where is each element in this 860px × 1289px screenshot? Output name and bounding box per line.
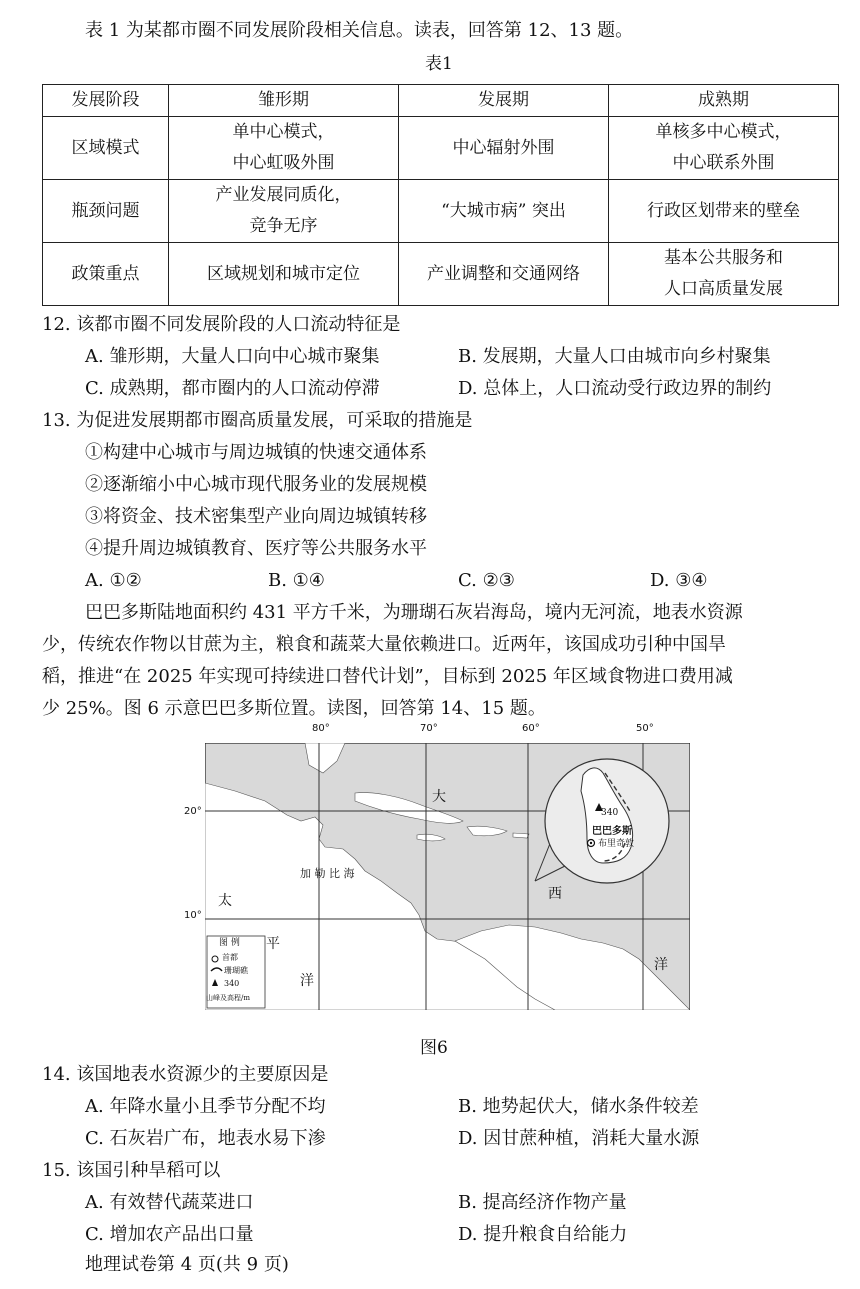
table-cell bbox=[169, 180, 399, 243]
q15-option-c: C. 增加农产品出口量 bbox=[85, 1224, 254, 1245]
map-label-pacific-1: 太 bbox=[218, 893, 232, 909]
table-cell bbox=[399, 117, 609, 180]
question-15-stem: 15. 该国引种旱稻可以 bbox=[42, 1160, 221, 1181]
longitude-label: 60° bbox=[522, 723, 540, 734]
cell-line: 竞争无序 bbox=[249, 216, 318, 236]
cell-line: 中心联系外围 bbox=[672, 153, 775, 173]
cell-line: 人口高质量发展 bbox=[664, 279, 783, 299]
q14-option-a: A. 年降水量小且季节分配不均 bbox=[85, 1096, 326, 1117]
table-intro: 表 1 为某都市圈不同发展阶段相关信息。读表，回答第 12、13 题。 bbox=[85, 20, 634, 41]
table-row bbox=[43, 117, 839, 180]
q13-option-a: A. ①② bbox=[85, 570, 142, 591]
cell-line: 中心辐射外围 bbox=[452, 137, 555, 158]
cell-line: 单核多中心模式， bbox=[655, 122, 792, 142]
peak-elevation-label: 340 bbox=[601, 808, 619, 818]
table-cell bbox=[399, 243, 609, 306]
table-row bbox=[43, 180, 839, 243]
q13-option-d: D. ③④ bbox=[650, 570, 708, 591]
map-figure-6 bbox=[205, 743, 690, 1010]
table-1 bbox=[42, 84, 839, 306]
legend-peak: 340 bbox=[224, 979, 240, 988]
map-label-caribbean: 加 勒 比 海 bbox=[300, 867, 355, 880]
q15-option-a: A. 有效替代蔬菜进口 bbox=[85, 1192, 254, 1213]
latitude-label: 10° bbox=[184, 910, 202, 921]
map-label-atlantic-2: 西 bbox=[548, 886, 562, 902]
q13-item-3: ③将资金、技术密集型产业向周边城镇转移 bbox=[85, 506, 427, 527]
q12-option-b: B. 发展期，大量人口由城市向乡村聚集 bbox=[458, 346, 771, 367]
table-row bbox=[43, 243, 839, 306]
table-cell bbox=[609, 243, 839, 306]
passage-line: 稻，推进“在 2025 年实现可持续进口替代计划”，目标到 2025 年区域食物进口费用减 bbox=[42, 666, 733, 687]
longitude-label: 50° bbox=[636, 723, 654, 734]
cell-line: 行政区划带来的壁垒 bbox=[647, 200, 800, 221]
longitude-label: 70° bbox=[420, 723, 438, 734]
cell-line: 基本公共服务和 bbox=[664, 248, 783, 268]
q13-item-4: ④提升周边城镇教育、医疗等公共服务水平 bbox=[85, 538, 427, 559]
q12-option-a: A. 雏形期，大量人口向中心城市聚集 bbox=[85, 346, 380, 367]
q14-option-b: B. 地势起伏大，储水条件较差 bbox=[458, 1096, 699, 1117]
row-label: 区域模式 bbox=[43, 117, 169, 180]
latitude-label: 20° bbox=[184, 806, 202, 817]
passage-line: 少，传统农作物以甘蔗为主，粮食和蔬菜大量依赖进口。近两年，该国成功引种中国旱 bbox=[42, 634, 726, 655]
header-cell: 成熟期 bbox=[609, 85, 839, 117]
table-cell bbox=[169, 243, 399, 306]
map-label-atlantic-1: 大 bbox=[432, 789, 446, 805]
question-13-stem: 13. 为促进发展期都市圈高质量发展，可采取的措施是 bbox=[42, 410, 473, 431]
cell-line: 单中心模式， bbox=[232, 122, 335, 142]
q13-option-c: C. ②③ bbox=[458, 570, 515, 591]
q13-option-b: B. ①④ bbox=[268, 570, 325, 591]
passage-line: 少 25%。图 6 示意巴巴多斯位置。读图，回答第 14、15 题。 bbox=[42, 698, 546, 719]
q12-option-c: C. 成熟期，都市圈内的人口流动停滞 bbox=[85, 378, 380, 399]
cell-line: 产业发展同质化， bbox=[215, 185, 352, 205]
header-cell: 发展期 bbox=[399, 85, 609, 117]
header-cell: 雏形期 bbox=[169, 85, 399, 117]
table-header-row bbox=[43, 85, 839, 117]
header-cell: 发展阶段 bbox=[43, 85, 169, 117]
map-label-pacific-2: 平 bbox=[266, 936, 280, 952]
table-caption: 表1 bbox=[425, 54, 453, 74]
question-14-stem: 14. 该国地表水资源少的主要原因是 bbox=[42, 1064, 329, 1085]
question-12-stem: 12. 该都市圈不同发展阶段的人口流动特征是 bbox=[42, 314, 401, 335]
puerto-rico-island bbox=[513, 833, 529, 838]
q15-option-d: D. 提升粮食自给能力 bbox=[458, 1224, 628, 1245]
passage-line: 巴巴多斯陆地面积约 431 平方千米，为珊瑚石灰岩海岛，境内无河流，地表水资源 bbox=[85, 602, 743, 623]
capital-name-label: 布里奇敦 bbox=[598, 839, 635, 849]
table-cell bbox=[609, 117, 839, 180]
cell-line: 区域规划和城市定位 bbox=[207, 263, 360, 284]
q13-item-1: ①构建中心城市与周边城镇的快速交通体系 bbox=[85, 442, 427, 463]
cell-line: “大城市病” 突出 bbox=[441, 200, 566, 221]
q14-option-d: D. 因甘蔗种植，消耗大量水源 bbox=[458, 1128, 700, 1149]
figure-caption: 图6 bbox=[420, 1038, 448, 1058]
legend-capital: 首都 bbox=[222, 953, 238, 962]
legend-peak-caption: 山峰及高程/m bbox=[206, 994, 250, 1002]
table-cell bbox=[609, 180, 839, 243]
page-footer: 地理试卷第 4 页(共 9 页) bbox=[85, 1254, 289, 1275]
table-cell bbox=[169, 117, 399, 180]
legend-title: 图 例 bbox=[219, 938, 240, 948]
cell-line: 中心虹吸外围 bbox=[232, 153, 335, 173]
q12-option-d: D. 总体上，人口流动受行政边界的制约 bbox=[458, 378, 772, 399]
legend-reef: 珊瑚礁 bbox=[224, 966, 248, 975]
cell-line: 产业调整和交通网络 bbox=[427, 263, 580, 284]
row-label: 瓶颈问题 bbox=[43, 180, 169, 243]
q14-option-c: C. 石灰岩广布，地表水易下渗 bbox=[85, 1128, 326, 1149]
table-cell bbox=[399, 180, 609, 243]
q15-option-b: B. 提高经济作物产量 bbox=[458, 1192, 627, 1213]
row-label: 政策重点 bbox=[43, 243, 169, 306]
map-label-pacific-3: 洋 bbox=[300, 973, 314, 989]
longitude-label: 80° bbox=[312, 723, 330, 734]
q13-item-2: ②逐渐缩小中心城市现代服务业的发展规模 bbox=[85, 474, 427, 495]
map-label-atlantic-3: 洋 bbox=[654, 957, 668, 973]
island-name-label: 巴巴多斯 bbox=[592, 826, 632, 837]
